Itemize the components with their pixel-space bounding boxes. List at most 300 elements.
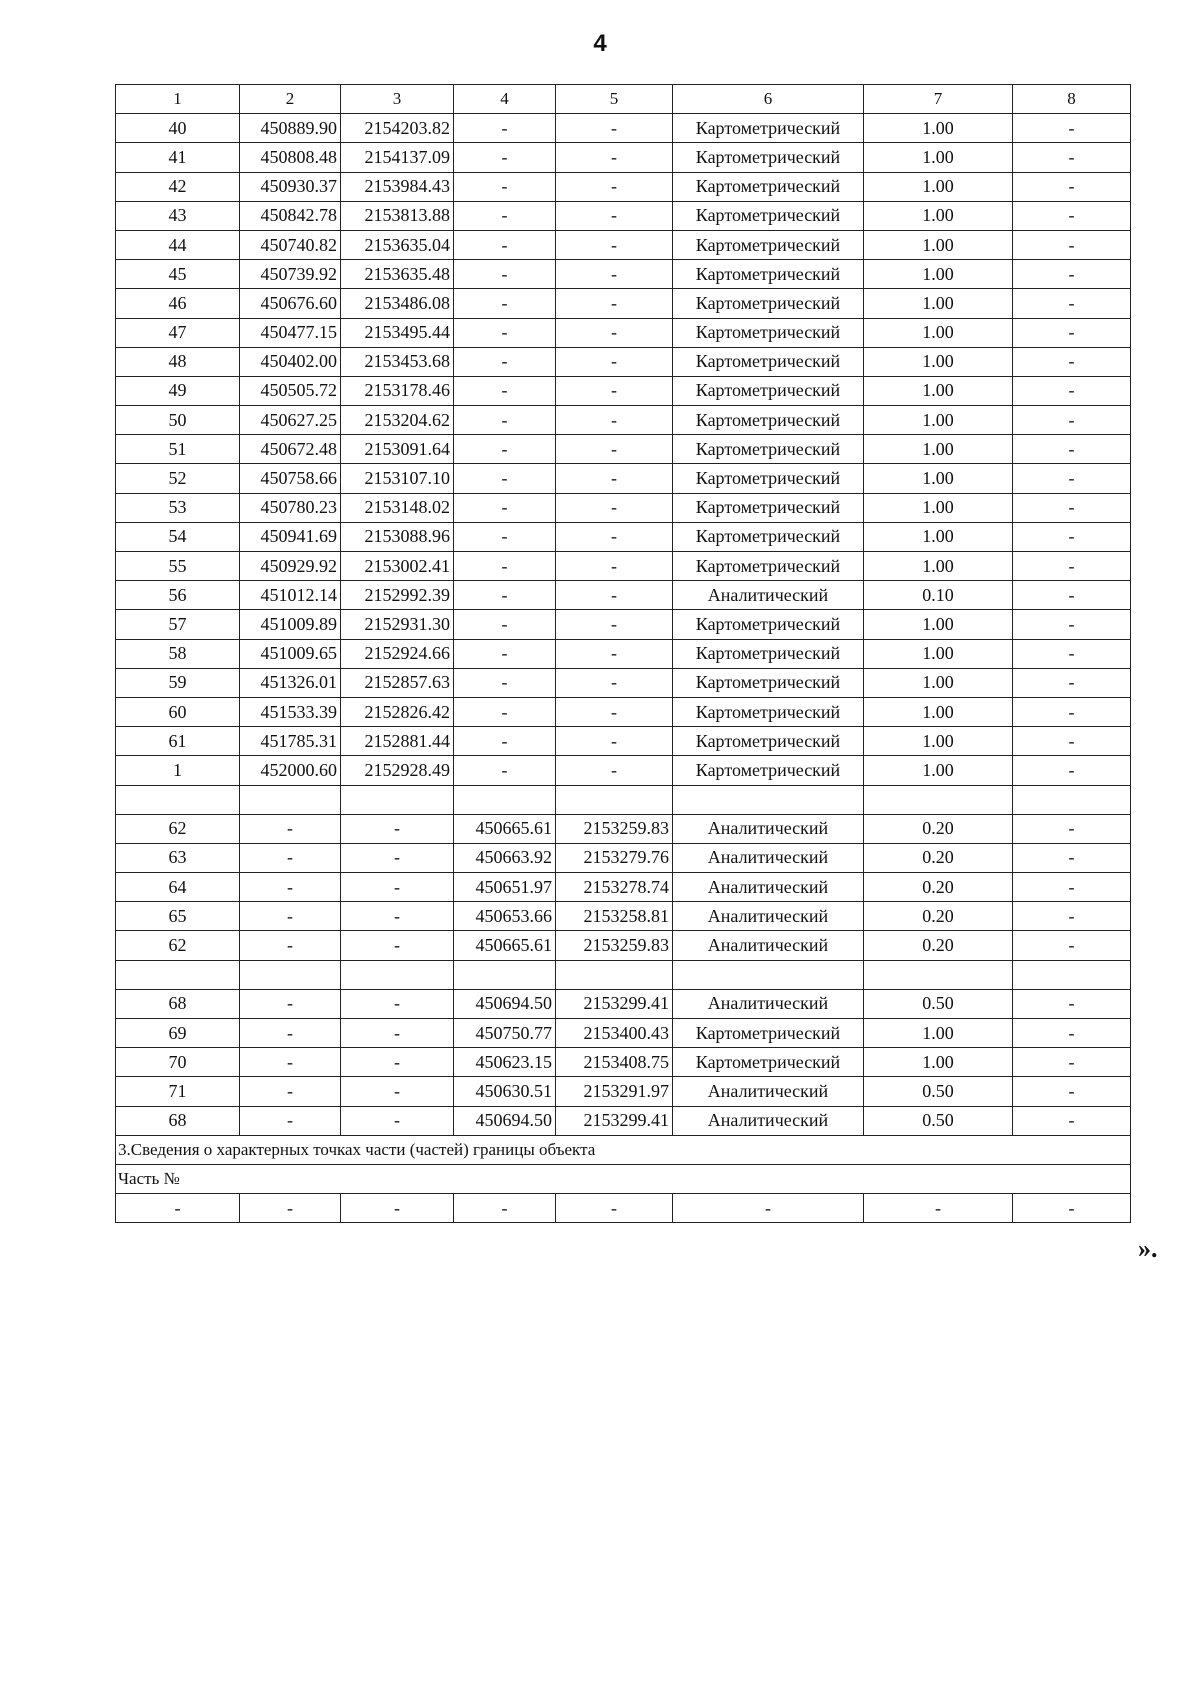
table-cell-col-3: 2154137.09: [341, 143, 454, 172]
table-cell-col-6: Аналитический: [673, 1106, 864, 1135]
table-cell-col-2: 450889.90: [240, 114, 341, 143]
table-cell-col-5: -: [556, 522, 673, 551]
table-cell-col-3: 2152881.44: [341, 727, 454, 756]
table-row: [116, 697, 1131, 726]
table-cell-col-7: 0.10: [864, 581, 1013, 610]
table-row: [116, 230, 1131, 259]
table-cell-col-6: Картометрический: [673, 318, 864, 347]
table-cell-col-1: 51: [116, 435, 240, 464]
table-cell-col-6: Картометрический: [673, 727, 864, 756]
table-cell-col-6: Картометрический: [673, 1048, 864, 1077]
table-cell-col-5: -: [556, 318, 673, 347]
table-cell-col-6: Аналитический: [673, 931, 864, 960]
table-row: [116, 114, 1131, 143]
table-cell-col-1: 49: [116, 376, 240, 405]
table-cell-col-7: 0.20: [864, 902, 1013, 931]
table-cell-col-1: 62: [116, 814, 240, 843]
table-cell-col-7: 1.00: [864, 318, 1013, 347]
table-cell-col-1: 52: [116, 464, 240, 493]
table-cell-col-4: -: [454, 610, 556, 639]
table-cell-col-8: -: [1013, 668, 1131, 697]
table-cell-col-7: 1.00: [864, 114, 1013, 143]
table-cell-col-2: -: [240, 902, 341, 931]
table-cell-col-3: 2153088.96: [341, 522, 454, 551]
empty-cell: [864, 960, 1013, 989]
table-cell-col-6: Картометрический: [673, 376, 864, 405]
table-cell-col-1: 44: [116, 230, 240, 259]
table-body: [116, 85, 1131, 1223]
table-cell-col-8: -: [1013, 201, 1131, 230]
table-cell-col-1: 65: [116, 902, 240, 931]
table-cell-col-1: 71: [116, 1077, 240, 1106]
table-cell-col-4: -: [454, 552, 556, 581]
table-cell-col-7: 0.50: [864, 1077, 1013, 1106]
table-cell-col-4: -: [454, 318, 556, 347]
table-cell-col-7: 1.00: [864, 1048, 1013, 1077]
table-cell-col-8: -: [1013, 843, 1131, 872]
table-cell-col-1: 68: [116, 1106, 240, 1135]
table-cell-col-2: 450740.82: [240, 230, 341, 259]
table-cell-col-5: 2153278.74: [556, 873, 673, 902]
table-cell-col-6: Картометрический: [673, 639, 864, 668]
table-cell-col-2: 450941.69: [240, 522, 341, 551]
table-cell-col-2: 450929.92: [240, 552, 341, 581]
table-cell-col-7: 1.00: [864, 727, 1013, 756]
table-cell-col-7: 1.00: [864, 552, 1013, 581]
section-title-row-text: 3.Сведения о характерных точках части (частей) границы объекта: [116, 1135, 1131, 1164]
table-cell-col-5: 2153279.76: [556, 843, 673, 872]
table-row: [116, 668, 1131, 697]
table-cell-col-5: -: [556, 639, 673, 668]
column-header: 8: [1013, 85, 1131, 114]
table-cell-col-5: -: [556, 114, 673, 143]
table-cell-col-1: 55: [116, 552, 240, 581]
table-cell-col-7: 1.00: [864, 522, 1013, 551]
table-cell-col-1: 56: [116, 581, 240, 610]
table-row: [116, 201, 1131, 230]
table-cell-col-4: -: [454, 756, 556, 785]
table-cell-col-7: 1.00: [864, 610, 1013, 639]
table-cell-col-6: Картометрический: [673, 697, 864, 726]
table-cell-col-3: 2153204.62: [341, 406, 454, 435]
table-cell-col-8: -: [1013, 318, 1131, 347]
table-cell-col-3: 2153148.02: [341, 493, 454, 522]
table-row: [116, 581, 1131, 610]
table-cell-col-7: 1.00: [864, 435, 1013, 464]
table-row: [116, 172, 1131, 201]
table-cell-col-3: -: [341, 902, 454, 931]
table-cell-col-6: Картометрический: [673, 464, 864, 493]
table-cell-col-1: 58: [116, 639, 240, 668]
table-cell-col-3: -: [341, 1019, 454, 1048]
table-cell-col-5: -: [556, 201, 673, 230]
table-cell-col-6: Аналитический: [673, 902, 864, 931]
table-cell-col-2: -: [240, 843, 341, 872]
part-number-row: [116, 1164, 1131, 1193]
table-row: [116, 1106, 1131, 1135]
table-cell-col-1: 63: [116, 843, 240, 872]
table-cell-col-5: 2153291.97: [556, 1077, 673, 1106]
table-cell-col-6: Картометрический: [673, 260, 864, 289]
table-cell-col-4: -: [454, 172, 556, 201]
table-cell-col-4: -: [454, 727, 556, 756]
table-cell-col-4: 450663.92: [454, 843, 556, 872]
table-row: [116, 727, 1131, 756]
table-cell-col-5: 2153408.75: [556, 1048, 673, 1077]
table-cell-col-3: 2152928.49: [341, 756, 454, 785]
table-cell-col-1: 45: [116, 260, 240, 289]
column-header: 3: [341, 85, 454, 114]
table-cell-col-1: 68: [116, 989, 240, 1018]
section-title-row: [116, 1135, 1131, 1164]
table-cell-col-7: 1.00: [864, 756, 1013, 785]
table-cell-col-8: -: [1013, 727, 1131, 756]
table-cell-col-2: 450477.15: [240, 318, 341, 347]
empty-separator-row: [116, 785, 1131, 814]
table-row: [116, 756, 1131, 785]
table-cell-col-2: 450930.37: [240, 172, 341, 201]
table-cell-col-8: -: [1013, 989, 1131, 1018]
table-cell-col-1: 46: [116, 289, 240, 318]
empty-cell: [673, 785, 864, 814]
table-cell-col-5: 2153400.43: [556, 1019, 673, 1048]
table-cell-col-4: -: [454, 697, 556, 726]
table-row: [116, 639, 1131, 668]
table-cell-col-3: 2153107.10: [341, 464, 454, 493]
table-cell-col-1: 47: [116, 318, 240, 347]
table-cell-col-1: 53: [116, 493, 240, 522]
empty-cell: [556, 785, 673, 814]
table-cell-col-8: -: [1013, 1019, 1131, 1048]
table-cell-col-3: 2153178.46: [341, 376, 454, 405]
table-cell-col-8: -: [1013, 931, 1131, 960]
table-cell-col-8: -: [1013, 873, 1131, 902]
table-cell-col-5: -: [556, 289, 673, 318]
table-cell-col-1: 43: [116, 201, 240, 230]
table-row: [116, 435, 1131, 464]
table-cell-col-8: -: [1013, 464, 1131, 493]
table-cell-col-5: -: [556, 552, 673, 581]
table-cell-col-8: -: [1013, 814, 1131, 843]
table-cell-col-7: 0.50: [864, 1106, 1013, 1135]
table-cell-col-2: -: [240, 814, 341, 843]
table-cell-col-2: 451533.39: [240, 697, 341, 726]
table-header-row: [116, 85, 1131, 114]
table-row: [116, 1194, 1131, 1223]
table-row: [116, 522, 1131, 551]
column-header: 6: [673, 85, 864, 114]
table-cell-col-8: -: [1013, 143, 1131, 172]
closing-quote: ».: [1138, 1234, 1158, 1263]
table-cell-col-7: 0.20: [864, 814, 1013, 843]
table-row: [116, 143, 1131, 172]
table-cell-col-8: -: [1013, 552, 1131, 581]
table-cell-col-6: Аналитический: [673, 989, 864, 1018]
table-cell-col-5: -: [556, 406, 673, 435]
table-cell-col-3: -: [341, 843, 454, 872]
table-cell-col-6: Аналитический: [673, 581, 864, 610]
table-cell-col-6: Картометрический: [673, 1019, 864, 1048]
table-cell-col-4: -: [454, 522, 556, 551]
table-cell-col-8: -: [1013, 1194, 1131, 1223]
table-cell-col-3: 2153984.43: [341, 172, 454, 201]
table-cell-col-7: 1.00: [864, 697, 1013, 726]
table-cell-col-3: 2153002.41: [341, 552, 454, 581]
table-cell-col-1: 42: [116, 172, 240, 201]
table-cell-col-8: -: [1013, 610, 1131, 639]
table-cell-col-4: -: [454, 376, 556, 405]
empty-cell: [864, 785, 1013, 814]
table-cell-col-5: -: [556, 464, 673, 493]
table-cell-col-7: 1.00: [864, 143, 1013, 172]
table-cell-col-2: -: [240, 873, 341, 902]
table-cell-col-1: 40: [116, 114, 240, 143]
table-cell-col-8: -: [1013, 1077, 1131, 1106]
table-cell-col-4: -: [454, 143, 556, 172]
table-cell-col-6: Аналитический: [673, 843, 864, 872]
table-cell-col-1: -: [116, 1194, 240, 1223]
table-cell-col-2: 450739.92: [240, 260, 341, 289]
table-cell-col-1: 48: [116, 347, 240, 376]
table-cell-col-3: -: [341, 1077, 454, 1106]
table-cell-col-6: Картометрический: [673, 172, 864, 201]
table-cell-col-6: Картометрический: [673, 522, 864, 551]
table-cell-col-4: -: [454, 435, 556, 464]
table-cell-col-3: -: [341, 1106, 454, 1135]
table-cell-col-5: -: [556, 493, 673, 522]
table-cell-col-4: 450694.50: [454, 989, 556, 1018]
table-cell-col-8: -: [1013, 902, 1131, 931]
table-cell-col-7: 0.20: [864, 873, 1013, 902]
table-cell-col-5: -: [556, 230, 673, 259]
table-cell-col-1: 57: [116, 610, 240, 639]
table-cell-col-4: -: [454, 493, 556, 522]
table-cell-col-8: -: [1013, 581, 1131, 610]
table-cell-col-1: 41: [116, 143, 240, 172]
empty-cell: [1013, 785, 1131, 814]
table-cell-col-6: Картометрический: [673, 435, 864, 464]
table-row: [116, 843, 1131, 872]
table-cell-col-7: 1.00: [864, 376, 1013, 405]
table-cell-col-3: 2153813.88: [341, 201, 454, 230]
table-cell-col-8: -: [1013, 260, 1131, 289]
table-cell-col-8: -: [1013, 697, 1131, 726]
table-cell-col-5: -: [556, 172, 673, 201]
table-cell-col-2: 450402.00: [240, 347, 341, 376]
table-cell-col-5: -: [556, 435, 673, 464]
table-cell-col-2: 451009.65: [240, 639, 341, 668]
table-cell-col-2: -: [240, 1077, 341, 1106]
table-cell-col-3: 2152924.66: [341, 639, 454, 668]
table-cell-col-3: 2152857.63: [341, 668, 454, 697]
table-cell-col-4: 450630.51: [454, 1077, 556, 1106]
table-row: [116, 464, 1131, 493]
table-cell-col-4: -: [454, 201, 556, 230]
table-cell-col-4: -: [454, 289, 556, 318]
table-row: [116, 347, 1131, 376]
table-row: [116, 931, 1131, 960]
table-cell-col-1: 59: [116, 668, 240, 697]
empty-separator-row: [116, 960, 1131, 989]
table-cell-col-2: -: [240, 989, 341, 1018]
table-cell-col-4: -: [454, 114, 556, 143]
table-cell-col-4: 450653.66: [454, 902, 556, 931]
table-cell-col-5: -: [556, 376, 673, 405]
table-cell-col-8: -: [1013, 493, 1131, 522]
table-cell-col-3: 2153486.08: [341, 289, 454, 318]
table-cell-col-7: 0.50: [864, 989, 1013, 1018]
boundary-points-table: [115, 84, 1131, 1223]
table-cell-col-5: -: [556, 697, 673, 726]
table-cell-col-4: 450665.61: [454, 931, 556, 960]
table-cell-col-7: 1.00: [864, 201, 1013, 230]
table-cell-col-8: -: [1013, 406, 1131, 435]
table-cell-col-6: Картометрический: [673, 406, 864, 435]
table-cell-col-2: 450676.60: [240, 289, 341, 318]
table-cell-col-7: 1.00: [864, 230, 1013, 259]
table-cell-col-7: 1.00: [864, 260, 1013, 289]
table-cell-col-5: 2153259.83: [556, 931, 673, 960]
table-cell-col-2: 451012.14: [240, 581, 341, 610]
table-cell-col-2: 452000.60: [240, 756, 341, 785]
table-cell-col-7: 1.00: [864, 493, 1013, 522]
table-row: [116, 493, 1131, 522]
table-cell-col-7: 1.00: [864, 1019, 1013, 1048]
table-cell-col-3: -: [341, 1194, 454, 1223]
table-cell-col-3: 2152826.42: [341, 697, 454, 726]
column-header: 5: [556, 85, 673, 114]
table-cell-col-2: 451009.89: [240, 610, 341, 639]
table-cell-col-4: -: [454, 406, 556, 435]
table-cell-col-6: Картометрический: [673, 756, 864, 785]
table-row: [116, 552, 1131, 581]
table-cell-col-5: -: [556, 610, 673, 639]
table-cell-col-4: -: [454, 260, 556, 289]
table-cell-col-2: 450780.23: [240, 493, 341, 522]
table-cell-col-3: -: [341, 989, 454, 1018]
table-cell-col-6: Аналитический: [673, 1077, 864, 1106]
table-cell-col-4: -: [454, 1194, 556, 1223]
table-cell-col-2: -: [240, 931, 341, 960]
table-cell-col-3: -: [341, 1048, 454, 1077]
table-cell-col-7: -: [864, 1194, 1013, 1223]
table-cell-col-1: 50: [116, 406, 240, 435]
table-cell-col-5: -: [556, 1194, 673, 1223]
table-cell-col-8: -: [1013, 114, 1131, 143]
table-cell-col-7: 1.00: [864, 347, 1013, 376]
table-cell-col-6: Картометрический: [673, 114, 864, 143]
table-row: [116, 902, 1131, 931]
table-cell-col-1: 1: [116, 756, 240, 785]
table-row: [116, 260, 1131, 289]
empty-cell: [240, 960, 341, 989]
table-cell-col-5: -: [556, 727, 673, 756]
table-cell-col-8: -: [1013, 230, 1131, 259]
table-cell-col-3: 2154203.82: [341, 114, 454, 143]
table-cell-col-4: -: [454, 668, 556, 697]
empty-cell: [116, 960, 240, 989]
table-cell-col-7: 1.00: [864, 639, 1013, 668]
column-header: 2: [240, 85, 341, 114]
table-cell-col-7: 1.00: [864, 668, 1013, 697]
table-cell-col-8: -: [1013, 522, 1131, 551]
table-cell-col-4: 450651.97: [454, 873, 556, 902]
table-cell-col-3: 2152931.30: [341, 610, 454, 639]
table-cell-col-6: Картометрический: [673, 347, 864, 376]
table-cell-col-2: 450505.72: [240, 376, 341, 405]
table-cell-col-2: -: [240, 1019, 341, 1048]
table-cell-col-4: -: [454, 464, 556, 493]
empty-cell: [454, 960, 556, 989]
table-cell-col-8: -: [1013, 376, 1131, 405]
table-cell-col-5: -: [556, 347, 673, 376]
table-cell-col-3: 2153635.48: [341, 260, 454, 289]
table-cell-col-6: Картометрический: [673, 143, 864, 172]
empty-cell: [341, 960, 454, 989]
table-cell-col-2: -: [240, 1106, 341, 1135]
table-cell-col-1: 61: [116, 727, 240, 756]
table-cell-col-8: -: [1013, 1106, 1131, 1135]
table-cell-col-5: 2153259.83: [556, 814, 673, 843]
table-cell-col-8: -: [1013, 347, 1131, 376]
table-cell-col-2: 450808.48: [240, 143, 341, 172]
table-cell-col-7: 0.20: [864, 843, 1013, 872]
table-row: [116, 989, 1131, 1018]
table-cell-col-2: 450672.48: [240, 435, 341, 464]
table-cell-col-4: 450665.61: [454, 814, 556, 843]
table-cell-col-3: -: [341, 873, 454, 902]
table-cell-col-4: -: [454, 639, 556, 668]
table-cell-col-2: -: [240, 1194, 341, 1223]
table-cell-col-1: 54: [116, 522, 240, 551]
column-header: 4: [454, 85, 556, 114]
column-header: 1: [116, 85, 240, 114]
table-cell-col-6: Аналитический: [673, 814, 864, 843]
empty-cell: [454, 785, 556, 814]
table-cell-col-6: Картометрический: [673, 610, 864, 639]
table-cell-col-2: 450627.25: [240, 406, 341, 435]
table-row: [116, 610, 1131, 639]
column-header: 7: [864, 85, 1013, 114]
table-cell-col-3: 2152992.39: [341, 581, 454, 610]
table-cell-col-4: -: [454, 347, 556, 376]
empty-cell: [116, 785, 240, 814]
table-cell-col-5: 2153299.41: [556, 1106, 673, 1135]
table-cell-col-5: -: [556, 756, 673, 785]
table-cell-col-3: -: [341, 814, 454, 843]
table-cell-col-1: 70: [116, 1048, 240, 1077]
table-cell-col-6: Картометрический: [673, 552, 864, 581]
empty-cell: [341, 785, 454, 814]
table-cell-col-5: 2153299.41: [556, 989, 673, 1018]
table-cell-col-7: 0.20: [864, 931, 1013, 960]
table-cell-col-1: 69: [116, 1019, 240, 1048]
table-cell-col-5: -: [556, 260, 673, 289]
table-cell-col-6: Картометрический: [673, 201, 864, 230]
table-cell-col-4: 450623.15: [454, 1048, 556, 1077]
table-cell-col-8: -: [1013, 639, 1131, 668]
table-cell-col-4: 450694.50: [454, 1106, 556, 1135]
table-cell-col-3: 2153453.68: [341, 347, 454, 376]
table-cell-col-1: 64: [116, 873, 240, 902]
table-row: [116, 376, 1131, 405]
table-cell-col-2: -: [240, 1048, 341, 1077]
table-cell-col-6: Картометрический: [673, 668, 864, 697]
empty-cell: [240, 785, 341, 814]
table-cell-col-7: 1.00: [864, 172, 1013, 201]
table-cell-col-3: 2153635.04: [341, 230, 454, 259]
table-cell-col-8: -: [1013, 1048, 1131, 1077]
